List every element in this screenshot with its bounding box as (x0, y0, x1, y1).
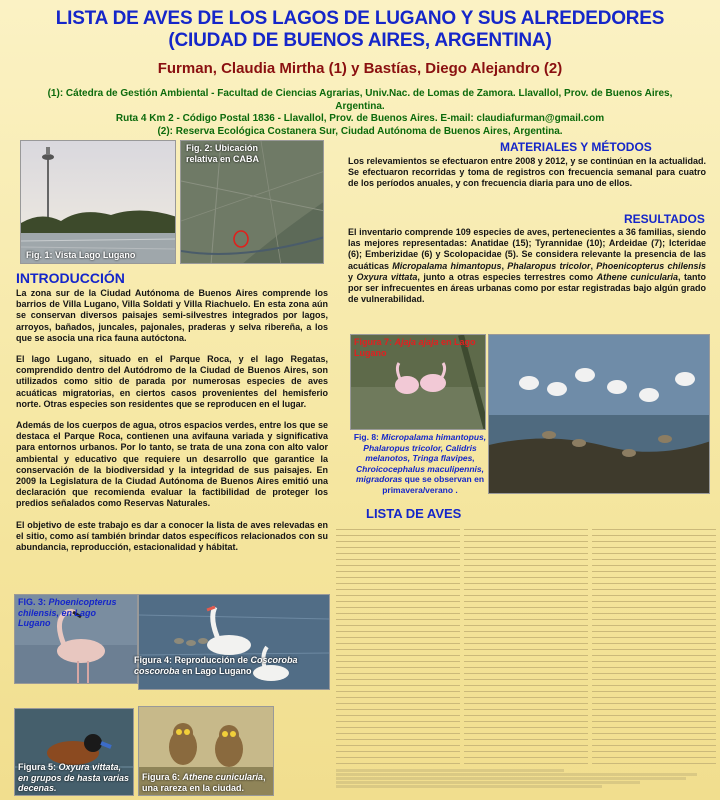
figure-3-caption (18, 597, 128, 629)
species-table (336, 524, 716, 796)
affiliation-2: (2): Reserva Ecológica Costanera Sur, Ciudad Autónoma de Buenos Aires, Argentina. (157, 125, 563, 137)
figure-6-rest: , una rareza en la ciudad. (142, 772, 266, 793)
figure-5-prefix: Figura 5: (18, 762, 59, 772)
species-table-row (464, 758, 588, 764)
affiliation-address: Ruta 4 Km 2 - Código Postal 1836 - Llavallol, Prov. de Buenos Aires. E-mail: claudiafurman@gmail.com (115, 113, 605, 124)
intro-paragraph-2: El lago Lugano, situado en el Parque Roca, y el lago Regatas, comprendido dentro del Autódromo de la Ciudad de Buenos Aires, son utilizados como sitio de parada por numerosas especies de aves acuáticas migratorias, en ciertos casos provenientes del hemisferio norte. Otras especies son residentes que se reproducen en el lugar. (16, 354, 328, 409)
figure-6-caption (142, 772, 272, 793)
figure-5-caption (18, 762, 130, 794)
intro-paragraph-4: El objetivo de este trabajo es dar a conocer la lista de aves relevadas en el sitio, como así también brindar datos específicos relacionados con su abundancia, reproducción, estacionalidad y hábitat. (16, 519, 328, 553)
intro-paragraph-3: Además de los cuerpos de agua, otros espacios verdes, entre los que se destaca el Parque Roca, contienen una avifauna variada y significativa para entornos urbanos. Por lo tanto, se trata de una zona con alto valor ambiental y educativo que requiere un desarrollo que garantice la conservación de la biodiversidad y la integridad de sus paisajes. En 2009 la Legislatura de la Ciudad Autónoma de Buenos Aires emitió una declaración que recomienda evaluar la factibilidad de proteger los predios señalados como Reservas Naturales. (16, 420, 328, 509)
intro-heading: INTRODUCCIÓN (16, 270, 125, 286)
figure-8-photo (488, 334, 710, 494)
intro-paragraph-1: La zona sur de la Ciudad Autónoma de Buenos Aires comprende los barrios de Villa Lugano, Villa Soldati y Villa Riachuelo. En esta zona aún se conservan diversos paisajes semi-silvestres integrados por lagos, arroyos, bañados, juncales, pajonales, praderas y selva ribereña, a los que se asocia una rica fauna autóctona. (16, 288, 328, 343)
species-table-row (592, 758, 716, 764)
species-table-notes (336, 768, 716, 796)
title-line-1: LISTA DE AVES DE LOS LAGOS DE LUGANO Y SUS ALREDEDORES (55, 8, 665, 29)
figure-6-prefix: Figura 6: (142, 772, 183, 782)
figure-7-caption (354, 337, 480, 358)
figure-3-label: FIG. 3: (18, 597, 47, 607)
figure-7-species: Ajaja ajaja (394, 337, 439, 347)
figure-3-rest: , en Lago Lugano (18, 607, 97, 628)
lake-view-image (21, 141, 176, 264)
affiliations (30, 88, 690, 138)
figure-7-rest: en Lago Lugano (354, 337, 476, 358)
figure-7-prefix: Figura 7: (354, 337, 395, 347)
shorebirds-image (489, 335, 710, 494)
authors: Furman, Claudia Mirtha (1) y Bastías, Diego Alejandro (2) (157, 60, 563, 77)
figure-4-rest: en Lago Lugano (179, 665, 252, 676)
figure-3-species: Phoenicopterus chilensis (18, 597, 117, 618)
species-table-column-3 (592, 524, 716, 764)
figure-4-species: Coscoroba coscoroba (134, 655, 298, 676)
figure-2-caption: Fig. 2: Ubicación relativa en CABA (186, 143, 260, 164)
figure-1-photo (20, 140, 176, 264)
results-text: El inventario comprende 109 especies de aves, pertenecientes a 36 familias, siendo las mejores representadas: Anatidae (15); Tyrannidae (10); Ardeidae (7); Icteridae (6); Emberizidae (6) y Scolopacidae (5). Se considera relevante la presencia de las acuáticas Micropalama himantopus, Phalaropus tricolor, Phoenicopterus chilensis y Oxyura vittata, junto a otras especies terrestres como Athene cunicularia, tanto por ser infrecuentes en áreas urbanas como por estar registradas bajo algún grado de vulnerabilidad. (348, 227, 706, 305)
figure-4-prefix: Figura 4: Reproducción de (134, 655, 251, 665)
figure-8-prefix: Fig. 8: (353, 432, 382, 442)
poster-title (0, 8, 720, 52)
species-table-column-1 (336, 524, 460, 764)
figure-8-caption: Fig. 8: Micropalama himantopus, Phalaropus tricolor, Calidris melanotos, Tringa flavipes, Chroicocephalus maculipennis, migradoras que se observan en primavera/verano . (353, 432, 487, 495)
species-table-column-2 (464, 524, 588, 764)
species-table-row (336, 758, 460, 764)
figure-1-caption: Fig. 1: Vista Lago Lugano (26, 250, 136, 260)
species-list-heading: LISTA DE AVES (366, 506, 462, 521)
intro-text (16, 288, 328, 563)
figure-5-rest: , en grupos de hasta varias decenas. (18, 762, 130, 793)
title-line-2: (CIUDAD DE BUENOS AIRES, ARGENTINA) (168, 30, 552, 51)
figure-5-species: Oxyura vittata (58, 762, 119, 772)
figure-6-species: Athene cunicularia (182, 772, 264, 782)
results-heading: RESULTADOS (624, 212, 705, 226)
methods-heading: MATERIALES Y MÉTODOS (500, 140, 652, 154)
methods-text: Los relevamientos se efectuaron entre 2008 y 2012, y se continúan en la actualidad. Se efectuaron recorridas y toma de registros con frecuencia semanal para cuatro de los períodos anuales, y con frecuencia diaria para uno de ellos. (348, 156, 706, 189)
figure-4-caption (134, 655, 334, 676)
affiliation-1: (1): Cátedra de Gestión Ambiental - Facultad de Ciencias Agrarias, Univ.Nac. de Lomas de Zamora. Llavallol, Prov. de Buenos Aires, Argentina. (47, 88, 673, 112)
